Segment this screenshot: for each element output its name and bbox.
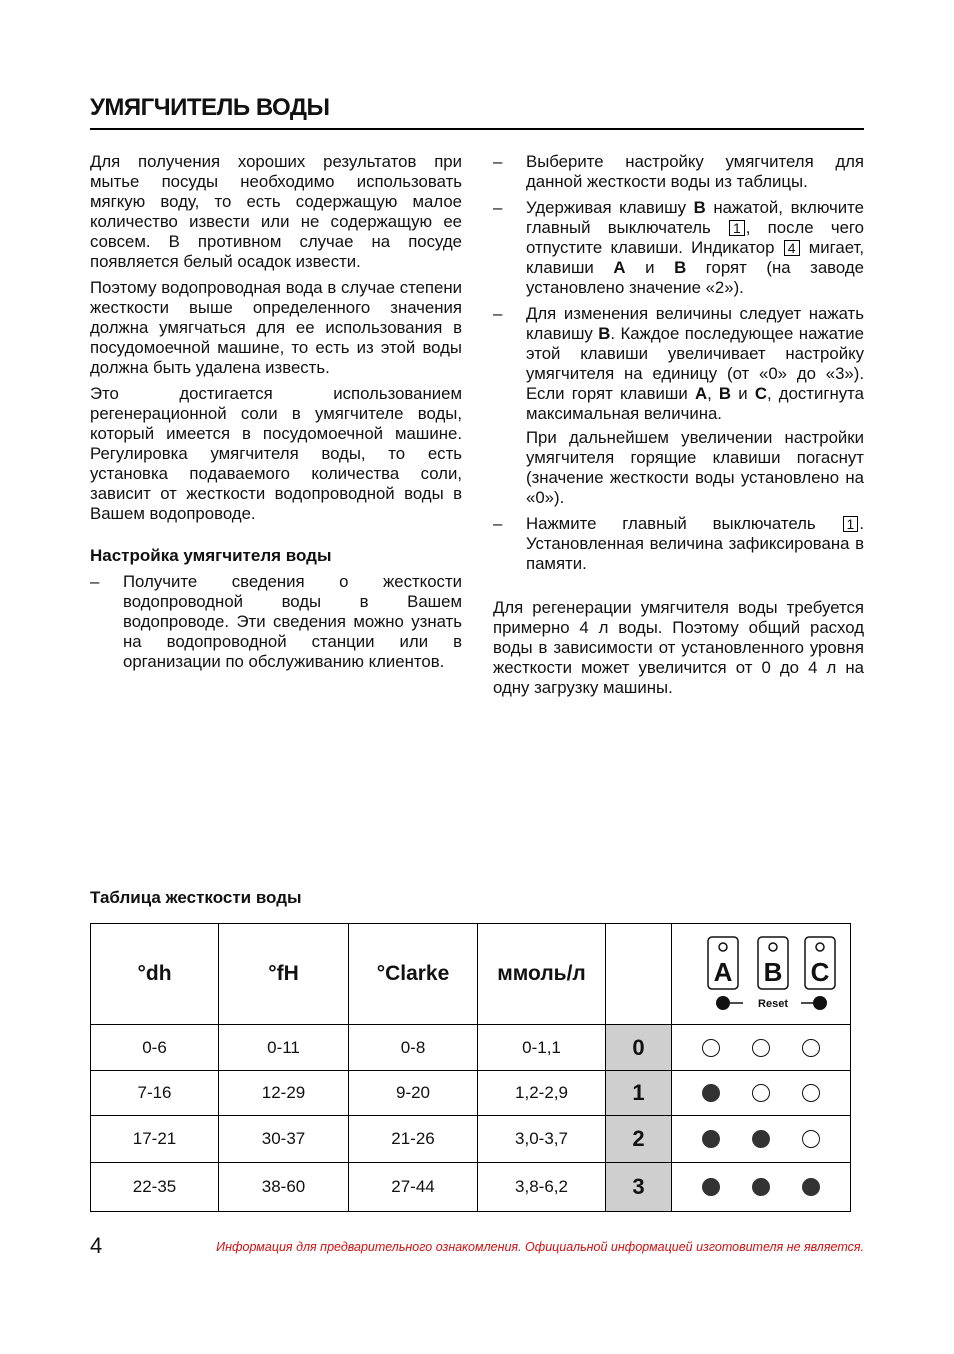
cell-mmol: 3,8-6,2 (478, 1163, 606, 1212)
list-item (493, 198, 864, 298)
indicator-1-box: 1 (843, 516, 859, 532)
table-row (91, 1163, 851, 1212)
key-a-icon (708, 937, 738, 989)
cell-level: 3 (606, 1163, 672, 1212)
cell-indicators (672, 1025, 851, 1071)
header-fh: °fH (219, 924, 349, 1025)
right-column (493, 152, 864, 704)
header-level (606, 924, 672, 1025)
cell-clarke: 21-26 (349, 1116, 478, 1163)
salt-paragraph: Это достигается использованием регенерационной соли в умягчителе воды, который имеется в посудомоечной машине. Регулировка умягчителя воды, то есть установка подаваемого количества соли, зависит от жесткости водопроводной воды в Вашем водопроводе. (90, 384, 462, 523)
key-c-led-icon (813, 996, 827, 1010)
section-subheading: Настройка умягчителя воды (90, 546, 332, 565)
list-dash: – (493, 152, 503, 171)
key-b-icon (758, 937, 788, 989)
list-item (493, 304, 864, 508)
cell-dh: 17-21 (91, 1116, 219, 1163)
key-a-label: A (613, 258, 626, 277)
page-number: 4 (90, 1233, 103, 1258)
keys-diagram (681, 929, 841, 1013)
list-item-text: Нажмите главный выключатель 1 . Установленная величина зафиксирована в памяти. (526, 514, 864, 573)
key-a-led-icon (716, 996, 730, 1010)
cell-clarke: 27-44 (349, 1163, 478, 1212)
header-clarke: °Clarke (349, 924, 478, 1025)
list-dash: – (493, 304, 503, 323)
left-column (90, 152, 462, 678)
cell-fh: 30-37 (219, 1116, 349, 1163)
led-on-icon (702, 1178, 720, 1196)
table-row (91, 1116, 851, 1163)
cell-fh: 12-29 (219, 1071, 349, 1116)
led-on-icon (702, 1130, 720, 1148)
list-item (493, 514, 864, 574)
hardness-paragraph: Поэтому водопроводная вода в случае степени жесткости выше определенного значения должна умягчаться для ее использования в посудомоечной машине, то есть из этой воды должна быть удалена известь. (90, 278, 462, 377)
key-b-label: B (693, 198, 706, 217)
table-header-row (91, 924, 851, 1025)
disclaimer: Информация для предварительного ознакомления. Официальной информацией изготовителя не является. (216, 1240, 864, 1254)
table-row (91, 1025, 851, 1071)
cell-clarke: 9-20 (349, 1071, 478, 1116)
key-c-icon (805, 937, 835, 989)
table-caption: Таблица жесткости воды (90, 888, 302, 907)
cell-mmol: 0-1,1 (478, 1025, 606, 1071)
key-c-text: C (810, 957, 830, 987)
led-off-icon (752, 1084, 770, 1102)
table-row (91, 1071, 851, 1116)
header-keys (672, 924, 851, 1025)
list-item-continuation: При дальнейшем увеличении настройки умягчителя горящие клавиши погаснут (значение жесткости воды установлено на «0»). (526, 428, 864, 507)
list-item (493, 152, 864, 192)
list-item-text: Выберите настройку умягчителя для данной жесткости воды из таблицы. (526, 152, 864, 191)
cell-clarke: 0-8 (349, 1025, 478, 1071)
cell-indicators (672, 1071, 851, 1116)
reset-label: Reset (758, 998, 788, 1010)
led-on-icon (702, 1084, 720, 1102)
led-off-icon (802, 1084, 820, 1102)
list-item-text: Удерживая клавишу B нажатой, включите главный выключатель 1 , после чего отпустите клавиши. Индикатор 4 мигает, клавиши A и B горят (на заводе установлено значение «2»). (526, 198, 865, 297)
regeneration-paragraph: Для регенерации умягчителя воды требуется примерно 4 л воды. Поэтому общий расход воды в зависимости от установленного уровня жесткости может увеличится от 0 до 4 л на одну загрузку машины. (493, 598, 864, 697)
cell-mmol: 3,0-3,7 (478, 1116, 606, 1163)
intro-paragraph: Для получения хороших результатов при мытье посуды необходимо использовать мягкую воду, то есть содержащую малое количество извести или не содержащую ее совсем. В противном случае на посуде появляется белый осадок извести. (90, 152, 462, 271)
list-dash: – (90, 572, 100, 591)
key-b-text: B (763, 957, 783, 987)
cell-indicators (672, 1163, 851, 1212)
led-off-icon (802, 1130, 820, 1148)
key-a-text: A (713, 957, 733, 987)
cell-fh: 0-11 (219, 1025, 349, 1071)
list-item-text: Получите сведения о жесткости водопроводной воды в Вашем водопроводе. Эти сведения можно узнать на водопроводной станции или в организации по обслуживанию клиентов. (123, 572, 462, 671)
key-b-label: B (674, 258, 687, 277)
cell-dh: 7-16 (91, 1071, 219, 1116)
cell-level: 1 (606, 1071, 672, 1116)
cell-level: 2 (606, 1116, 672, 1163)
led-on-icon (752, 1178, 770, 1196)
cell-level: 0 (606, 1025, 672, 1071)
led-off-icon (752, 1039, 770, 1057)
list-dash: – (493, 514, 503, 533)
led-on-icon (752, 1130, 770, 1148)
indicator-4-box: 4 (784, 240, 800, 256)
cell-fh: 38-60 (219, 1163, 349, 1212)
list-item-text: Для изменения величины следует нажать клавишу B. Каждое последующее нажатие этой клавиши увеличивает настройку умягчителя на единицу (от «0» до «3»). Если горят клавиши A, B и C, достигнута максимальная величина. (526, 304, 864, 423)
led-off-icon (702, 1039, 720, 1057)
page-title: УМЯГЧИТЕЛЬ ВОДЫ (90, 92, 864, 130)
led-on-icon (802, 1178, 820, 1196)
cell-dh: 0-6 (91, 1025, 219, 1071)
led-off-icon (802, 1039, 820, 1057)
header-dh: °dh (91, 924, 219, 1025)
header-mmol: ммоль/л (478, 924, 606, 1025)
indicator-1-box: 1 (729, 220, 745, 236)
cell-dh: 22-35 (91, 1163, 219, 1212)
hardness-table (90, 923, 851, 1212)
cell-indicators (672, 1116, 851, 1163)
cell-mmol: 1,2-2,9 (478, 1071, 606, 1116)
list-item (90, 572, 462, 672)
list-dash: – (493, 198, 503, 217)
